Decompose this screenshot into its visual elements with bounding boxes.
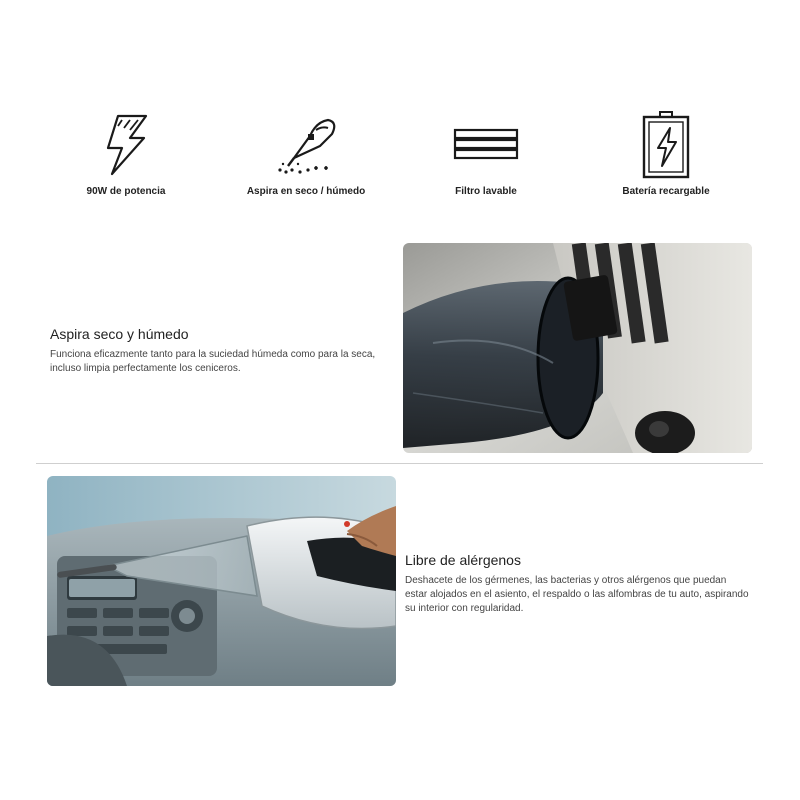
feature-filter bbox=[406, 108, 566, 197]
filter-icon bbox=[450, 108, 522, 180]
lightning-bolt-icon bbox=[90, 108, 162, 180]
section-allergens-text: Deshacete de los gérmenes, las bacterias y otros alérgenos que puedan estar alojados en el asiento, el respaldo o las alfombras de tu auto, aspirando su interior con regularidad. bbox=[405, 575, 749, 614]
photo-vacuum-air-vent bbox=[403, 243, 752, 453]
battery-charging-icon bbox=[630, 108, 702, 180]
feature-wet-dry bbox=[226, 108, 386, 197]
section-wet-dry bbox=[50, 326, 390, 376]
section-wet-dry-text: Funciona eficazmente tanto para la suciedad húmeda como para la seca, incluso limpia perfectamente los ceniceros. bbox=[50, 349, 376, 374]
feature-power-label: 90W de potencia bbox=[86, 186, 166, 197]
feature-power bbox=[46, 108, 206, 197]
section-allergens bbox=[405, 552, 750, 616]
section-wet-dry-title: Aspira seco y húmedo bbox=[50, 326, 189, 342]
photo-vacuum-dashboard bbox=[47, 476, 396, 686]
feature-wet-dry-label: Aspira en seco / húmedo bbox=[246, 186, 366, 197]
feature-filter-label: Filtro lavable bbox=[455, 186, 517, 197]
features-row bbox=[0, 108, 800, 208]
feature-battery-label: Batería recargable bbox=[622, 186, 710, 197]
handheld-vacuum-icon bbox=[270, 108, 342, 180]
section-allergens-title: Libre de alérgenos bbox=[405, 552, 521, 568]
feature-battery bbox=[586, 108, 746, 197]
section-divider bbox=[36, 463, 763, 464]
